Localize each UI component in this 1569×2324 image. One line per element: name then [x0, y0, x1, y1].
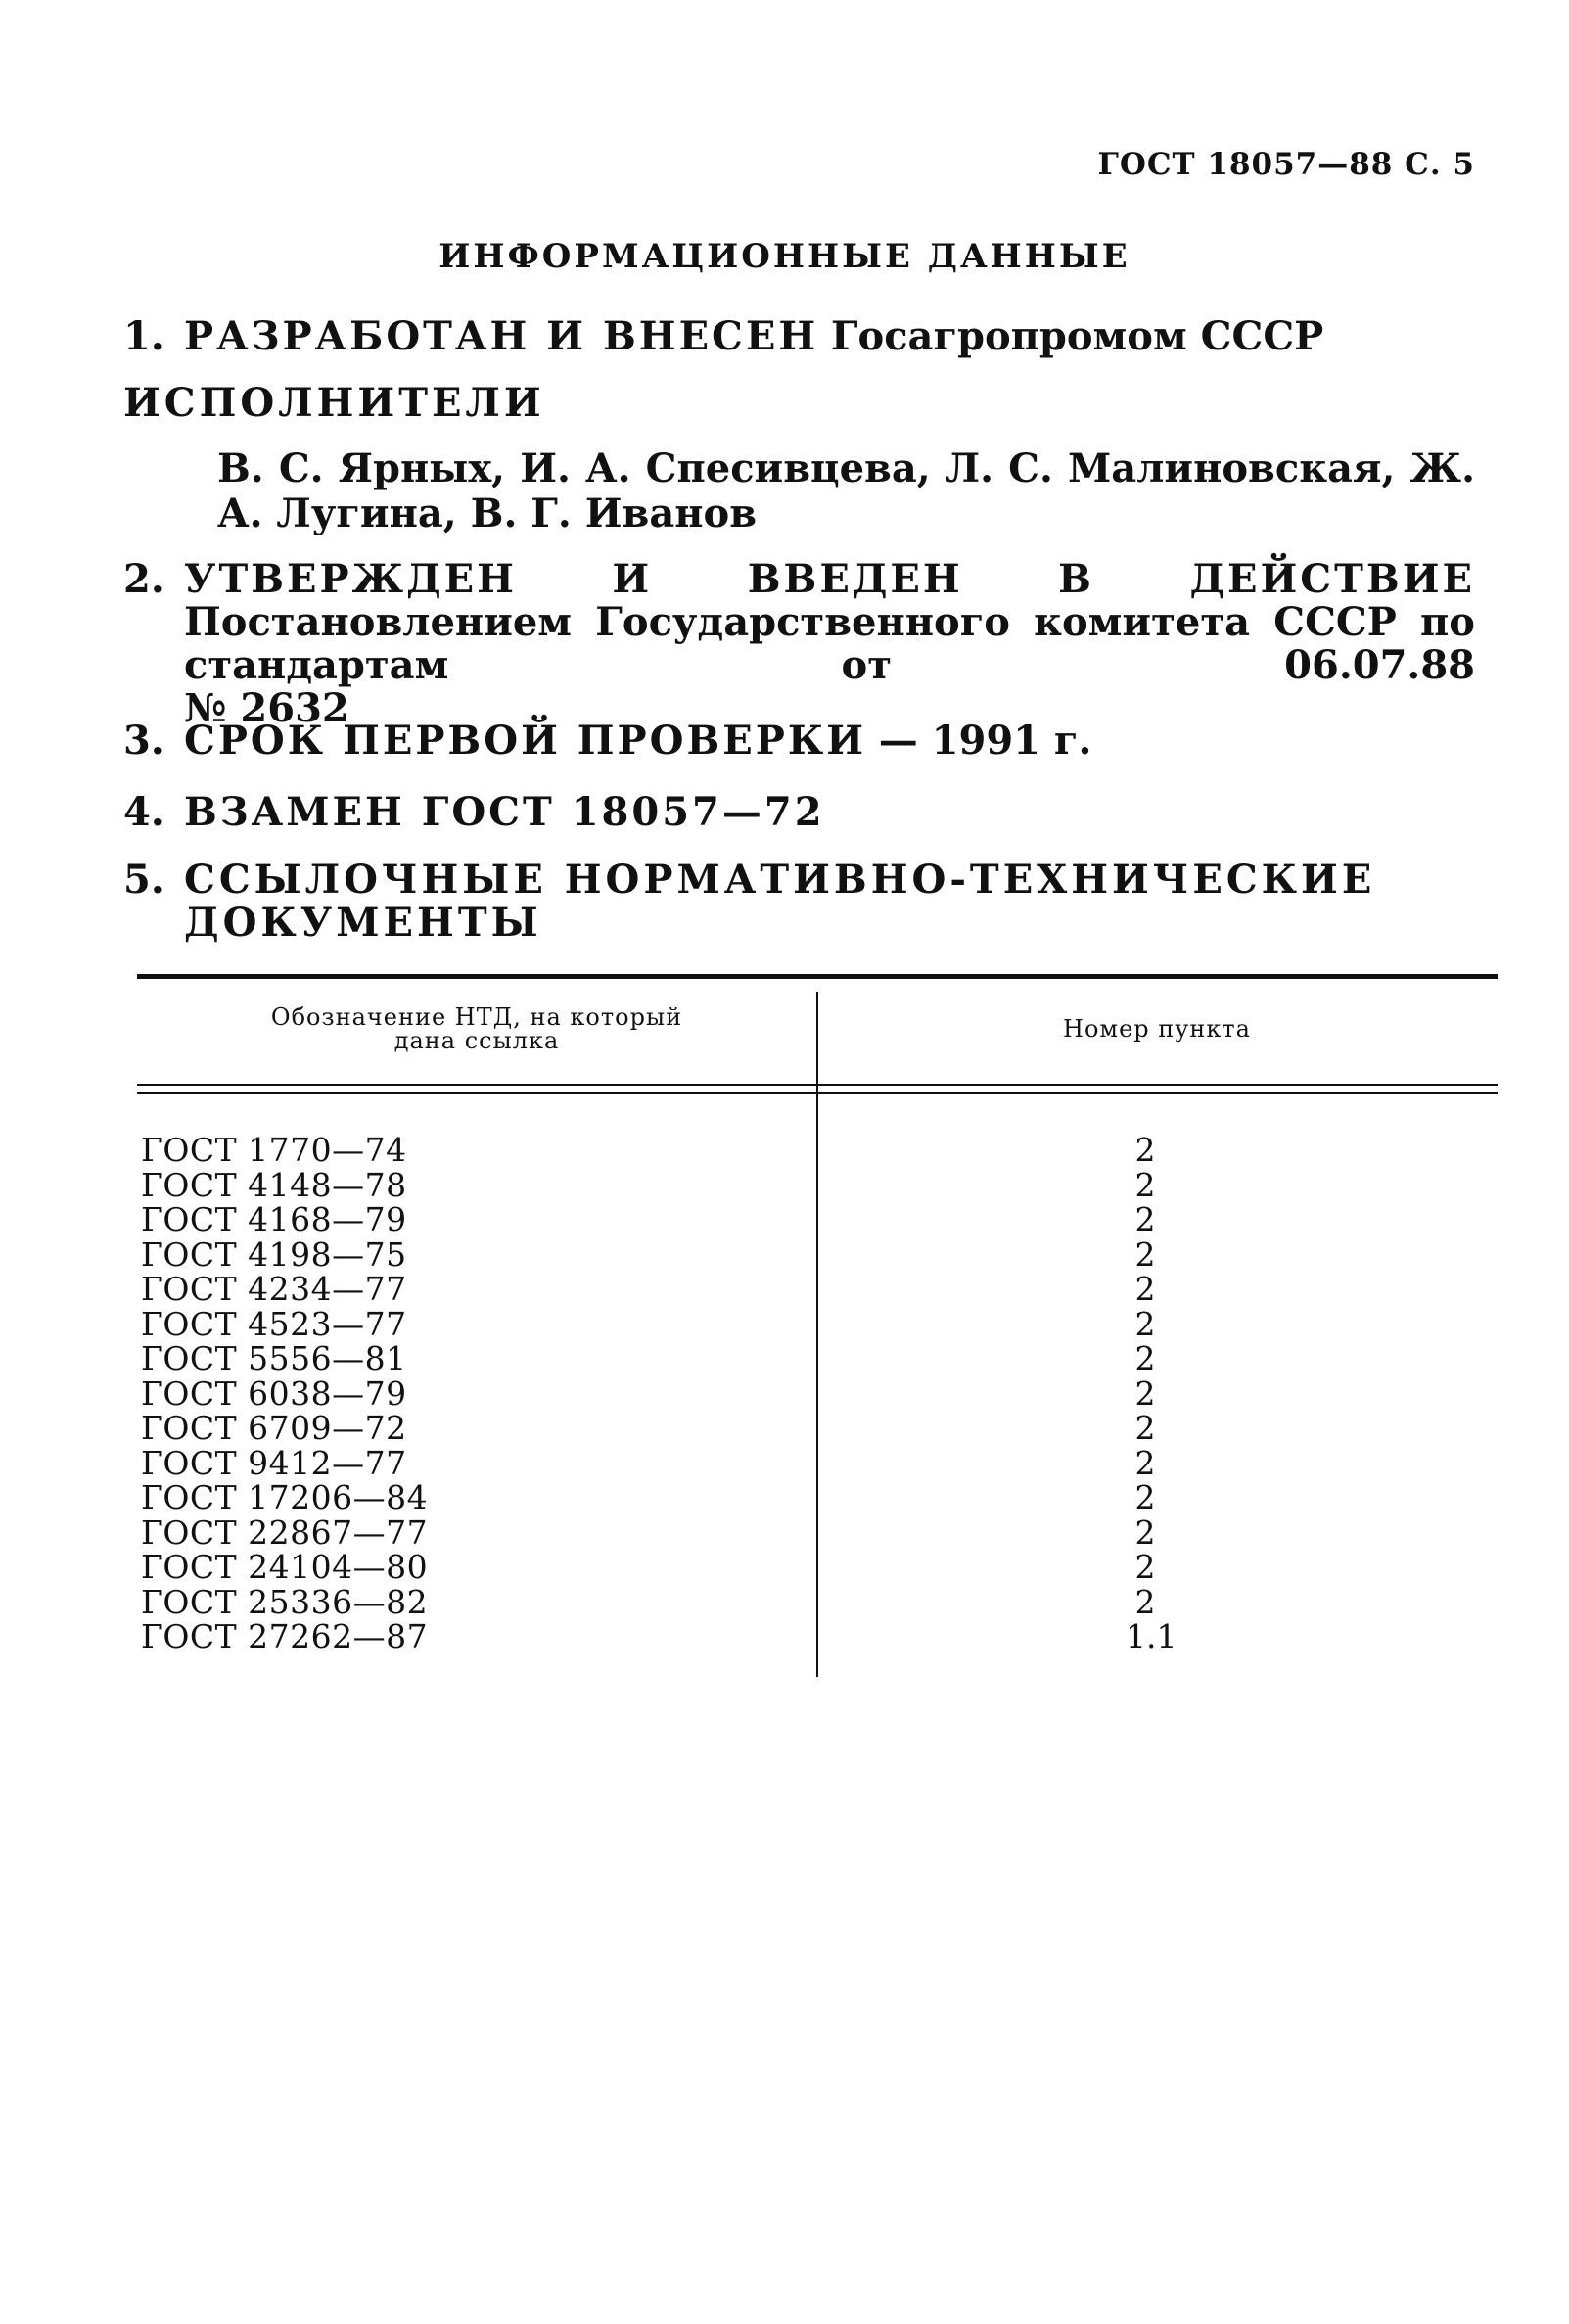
cell-document: ГОСТ 1770—74: [141, 1131, 407, 1169]
running-header: ГОСТ 18057—88 С. 5: [1097, 147, 1475, 182]
item-number: 2.: [123, 556, 164, 602]
table-row: [137, 1373, 1498, 1413]
cell-clause: 2: [1134, 1165, 1156, 1204]
cell-clause: 2: [1134, 1512, 1156, 1552]
cell-document: ГОСТ 4234—77: [141, 1270, 407, 1308]
cell-clause: 2: [1134, 1270, 1156, 1308]
cell-document: ГОСТ 4523—77: [141, 1304, 407, 1343]
cell-document: ГОСТ 4148—78: [141, 1165, 407, 1204]
table-row: [137, 1619, 1498, 1654]
cell-clause: 2: [1134, 1304, 1156, 1343]
table-row: [137, 1512, 1498, 1552]
item-first-review: [123, 720, 1475, 763]
cell-clause: 2: [1134, 1582, 1156, 1621]
cell-clause: 2: [1134, 1409, 1156, 1447]
item-body: [123, 558, 1475, 687]
cell-document: ГОСТ 4198—75: [141, 1234, 407, 1274]
item-heading: ВЗАМЕН ГОСТ 18057—72: [184, 789, 825, 835]
cell-clause: 2: [1134, 1234, 1156, 1274]
item-approved: [123, 558, 1475, 730]
cell-document: ГОСТ 24104—80: [141, 1548, 429, 1586]
cell-clause: 2: [1134, 1339, 1156, 1377]
item-number: 1.: [123, 313, 164, 359]
item-heading: СРОК ПЕРВОЙ ПРОВЕРКИ: [184, 718, 867, 764]
item-text: — 1991 г.: [878, 718, 1092, 764]
item-developed: [123, 315, 1475, 358]
item-replaces: [123, 791, 1475, 834]
table-row: [137, 1480, 1498, 1515]
cell-clause: 2: [1134, 1443, 1156, 1482]
table-row: [137, 1304, 1498, 1343]
column-header-clause: Номер пункта: [1063, 1015, 1251, 1043]
table-row: [137, 1165, 1498, 1204]
item-references: [123, 859, 1475, 945]
item-number: 3.: [123, 718, 164, 764]
executors-label: ИСПОЛНИТЕЛИ: [123, 380, 545, 426]
item-text: Госагропромом СССР: [830, 313, 1324, 359]
cell-document: ГОСТ 17206—84: [141, 1478, 429, 1516]
cell-document: ГОСТ 9412—77: [141, 1443, 407, 1482]
cell-clause: 1.1: [1126, 1617, 1177, 1655]
table-body: [137, 1133, 1498, 1654]
executors-names: В. С. Ярных, И. А. Спесивцева, Л. С. Малиновская, Ж. А. Лугина, В. Г. Иванов: [217, 445, 1475, 536]
table-row: [137, 1234, 1498, 1274]
table-row: [137, 1133, 1498, 1168]
cell-clause: 2: [1134, 1131, 1156, 1169]
column-header-document: Обозначение НТД, на который дана ссылка: [270, 1003, 683, 1054]
cell-document: ГОСТ 6709—72: [141, 1409, 407, 1447]
table-row: [137, 1202, 1498, 1237]
table-row: [137, 1411, 1498, 1446]
cell-clause: 2: [1134, 1373, 1156, 1413]
cell-document: ГОСТ 4168—79: [141, 1200, 407, 1238]
cell-document: ГОСТ 25336—82: [141, 1582, 429, 1621]
table-row: [137, 1582, 1498, 1621]
item-heading: РАЗРАБОТАН И ВНЕСЕН: [184, 313, 819, 359]
item-decree-number: № 2632: [184, 685, 349, 731]
table-row: [137, 1272, 1498, 1307]
table-row: [137, 1341, 1498, 1376]
item-heading: ССЫЛОЧНЫЕ НОРМАТИВНО-ТЕХНИЧЕСКИЕ ДОКУМЕНТЫ: [184, 857, 1376, 946]
references-table: [137, 974, 1498, 1679]
table-row: [137, 1443, 1498, 1482]
cell-document: ГОСТ 22867—77: [141, 1512, 429, 1552]
cell-document: ГОСТ 6038—79: [141, 1373, 407, 1413]
page-title: ИНФОРМАЦИОННЫЕ ДАННЫЕ: [438, 237, 1131, 276]
item-number: 4.: [123, 789, 164, 835]
cell-document: ГОСТ 27262—87: [141, 1617, 429, 1655]
cell-clause: 2: [1134, 1200, 1156, 1238]
cell-clause: 2: [1134, 1478, 1156, 1516]
cell-clause: 2: [1134, 1548, 1156, 1586]
table-row: [137, 1550, 1498, 1585]
item-heading: УТВЕРЖДЕН И ВВЕДЕН В ДЕЙСТВИЕ: [184, 556, 1475, 602]
item-text: Постановлением Государственного комитета СССР по стандартам от 06.07.88: [184, 599, 1475, 688]
cell-document: ГОСТ 5556—81: [141, 1339, 407, 1377]
item-number: 5.: [123, 857, 164, 903]
